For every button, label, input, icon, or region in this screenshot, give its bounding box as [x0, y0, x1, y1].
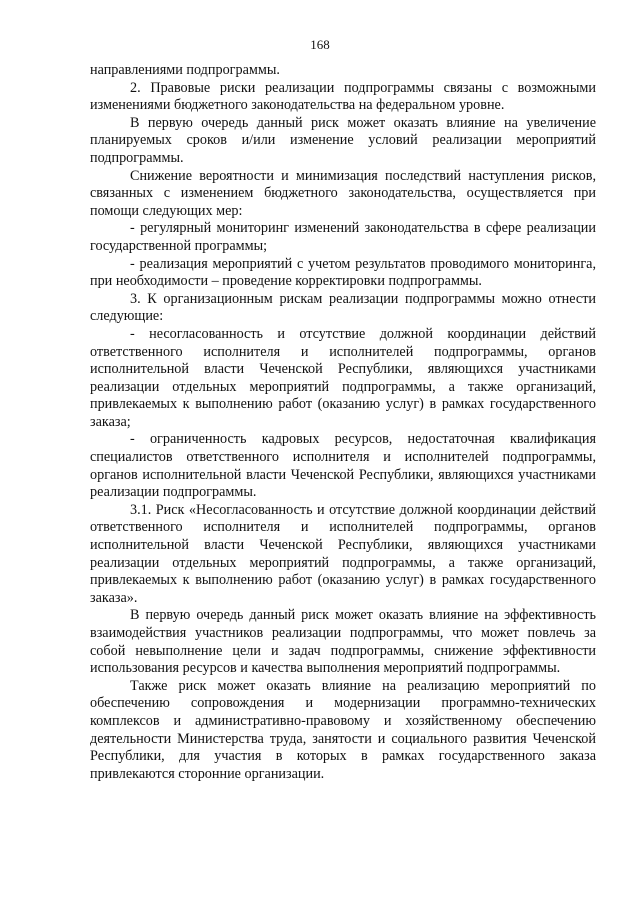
- paragraph: - несогласованность и отсутствие должной координации действий ответственного исполнителя и исполнителей подпрограммы, органов исполнительной власти Чеченской Республики, являющихся участниками реализации отдельных мероприятий подпрограммы, а также организаций, привлекаемых к выполнению работ (оказанию услуг) в рамках государственного заказа;: [90, 325, 596, 430]
- paragraph: направлениями подпрограммы.: [90, 62, 280, 78]
- paragraph: - реализация мероприятий с учетом результатов проводимого мониторинга, при необходимости – проведение корректировки подпрограммы.: [90, 255, 596, 290]
- paragraph: Также риск может оказать влияние на реализацию мероприятий по обеспечению сопровождения и модернизации программно-технических комплексов и административно-правовому и хозяйственному обеспечению деятельности Министерства труда, занятости и социального развития Чеченской Республики, для участия в которых в рамках государственного заказа привлекаются сторонние организации.: [90, 677, 596, 782]
- paragraph: Снижение вероятности и минимизация последствий наступления рисков, связанных с изменением бюджетного законодательства, осуществляется при помощи следующих мер:: [90, 167, 596, 219]
- paragraph: В первую очередь данный риск может оказать влияние на увеличение планируемых сроков и/или изменение условий реализации мероприятий подпрограммы.: [90, 114, 596, 166]
- paragraph: 2. Правовые риски реализации подпрограммы связаны с возможными изменениями бюджетного законодательства на федеральном уровне.: [90, 79, 596, 114]
- paragraph: 3.1. Риск «Несогласованность и отсутствие должной координации действий ответственного исполнителя и исполнителей подпрограммы, органов исполнительной власти Чеченской Республики, являющихся участниками реализации отдельных мероприятий подпрограммы, а также организаций, привлекаемых к выполнению работ (оказанию услуг) в рамках государственного заказа».: [90, 501, 596, 606]
- page-number: 168: [310, 37, 330, 52]
- paragraph: - ограниченность кадровых ресурсов, недостаточная квалификация специалистов ответственного исполнителя и исполнителей подпрограммы, органов исполнительной власти Чеченской Республики, являющихся участниками реализации подпрограммы.: [90, 431, 596, 501]
- body-text: [90, 62, 596, 783]
- paragraph: - регулярный мониторинг изменений законодательства в сфере реализации государственной программы;: [90, 220, 596, 254]
- paragraph: В первую очередь данный риск может оказать влияние на эффективность взаимодействия участников реализации подпрограммы, что может повлечь за собой невыполнение цели и задач подпрограммы, снижение эффективности использования ресурсов и качества выполнения мероприятий подпрограммы.: [90, 607, 596, 677]
- paragraph: 3. К организационным рискам реализации подпрограммы можно отнести следующие:: [90, 290, 596, 325]
